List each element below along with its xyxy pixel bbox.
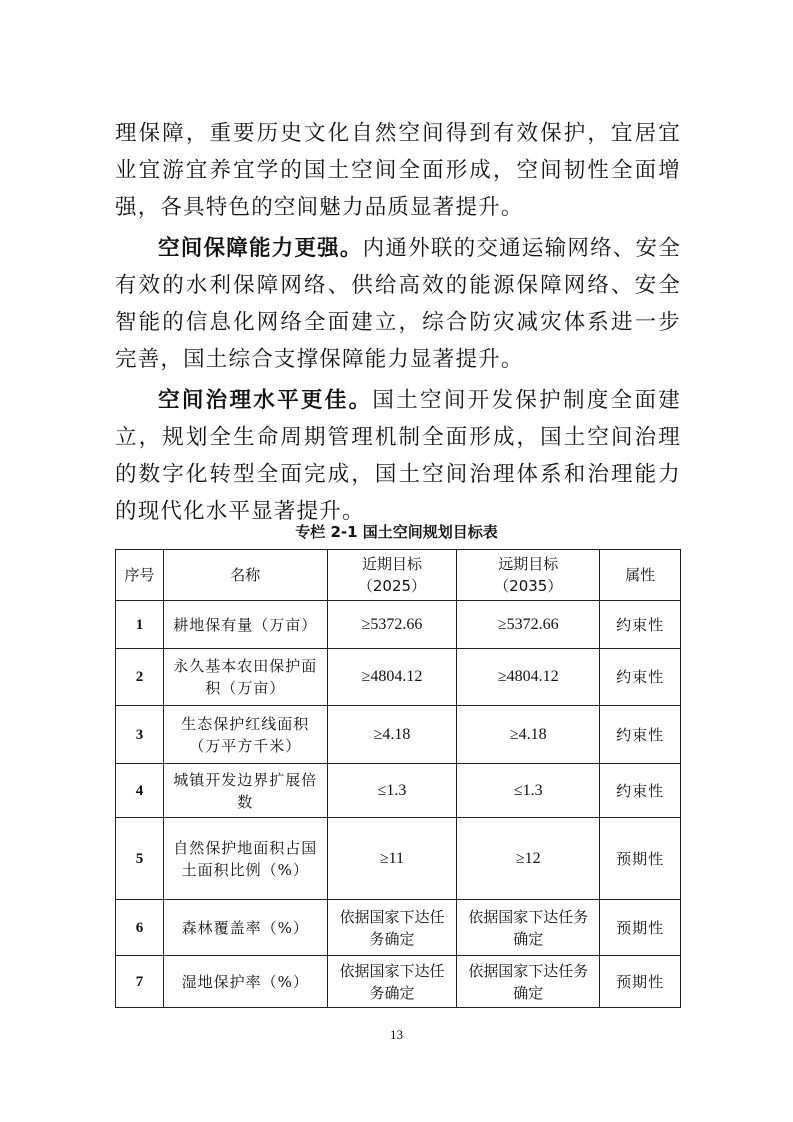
- row-far-value: ≥5372.66: [457, 601, 600, 649]
- row-name: 森林覆盖率（%）: [163, 900, 327, 956]
- row-near-value: 依据国家下达任务确定: [327, 956, 457, 1008]
- body-paragraph-1: 理保障，重要历史文化自然空间得到有效保护，宜居宜业宜游宜养宜学的国土空间全面形成，空间韧性全面增强，各具特色的空间魅力品质显著提升。: [115, 121, 681, 220]
- row-seq: 5: [116, 818, 164, 900]
- paragraph-3-body: 国土空间开发保护制度全面建立，规划全生命周期管理机制全面形成，国土空间治理的数字化转型全面完成，国土空间治理体系和治理能力的现代化水平显著提升。: [115, 388, 681, 524]
- table-row: [116, 900, 681, 956]
- row-far-value: 依据国家下达任务确定: [457, 900, 600, 956]
- row-near-value: ≥5372.66: [327, 601, 457, 649]
- table-row: [116, 764, 681, 818]
- paragraph-3-lead: 空间治理水平更佳。: [158, 388, 373, 413]
- header-name: 名称: [163, 550, 327, 601]
- page-number: 13: [390, 1027, 403, 1042]
- row-name: 城镇开发边界扩展倍数: [163, 764, 327, 818]
- row-near-value: ≤1.3: [327, 764, 457, 818]
- paragraph-2-lead: 空间保障能力更强。: [158, 236, 363, 261]
- row-near-value: 依据国家下达任务确定: [327, 900, 457, 956]
- row-name: 生态保护红线面积（万平方千米）: [163, 706, 327, 764]
- row-far-value: 依据国家下达任务确定: [457, 956, 600, 1008]
- row-seq: 7: [116, 956, 164, 1008]
- row-attribute: 约束性: [600, 649, 681, 706]
- table-row: [116, 649, 681, 706]
- row-attribute: 约束性: [600, 601, 681, 649]
- row-far-value: ≤1.3: [457, 764, 600, 818]
- row-name: 自然保护地面积占国土面积比例（%）: [163, 818, 327, 900]
- row-far-value: ≥12: [457, 818, 600, 900]
- row-attribute: 约束性: [600, 706, 681, 764]
- body-paragraph-2: [115, 230, 681, 378]
- row-attribute: 预期性: [600, 900, 681, 956]
- table-row: [116, 706, 681, 764]
- row-name: 湿地保护率（%）: [163, 956, 327, 1008]
- row-far-value: ≥4804.12: [457, 649, 600, 706]
- row-attribute: 约束性: [600, 764, 681, 818]
- row-attribute: 预期性: [600, 818, 681, 900]
- row-seq: 3: [116, 706, 164, 764]
- row-near-value: ≥4804.12: [327, 649, 457, 706]
- table-caption: 专栏 2-1 国土空间规划目标表: [295, 523, 498, 541]
- row-seq: 4: [116, 764, 164, 818]
- row-seq: 1: [116, 601, 164, 649]
- header-seq: 序号: [116, 550, 164, 601]
- row-near-value: ≥4.18: [327, 706, 457, 764]
- row-seq: 6: [116, 900, 164, 956]
- header-far-target: 远期目标 （2035）: [457, 550, 600, 601]
- row-name: 耕地保有量（万亩）: [163, 601, 327, 649]
- row-far-value: ≥4.18: [457, 706, 600, 764]
- body-paragraph-3: [115, 382, 681, 530]
- planning-targets-table: [115, 549, 681, 1008]
- table-row: [116, 956, 681, 1008]
- paragraph-2-body: 内通外联的交通运输网络、安全有效的水利保障网络、供给高效的能源保障网络、安全智能的信息化网络全面建立，综合防灾减灾体系进一步完善，国土综合支撑保障能力显著提升。: [115, 236, 681, 372]
- row-attribute: 预期性: [600, 956, 681, 1008]
- row-seq: 2: [116, 649, 164, 706]
- table-row: [116, 601, 681, 649]
- table-row: [116, 818, 681, 900]
- header-attribute: 属性: [600, 550, 681, 601]
- header-near-target: 近期目标 （2025）: [327, 550, 457, 601]
- row-near-value: ≥11: [327, 818, 457, 900]
- table-header-row: [116, 550, 681, 601]
- row-name: 永久基本农田保护面积（万亩）: [163, 649, 327, 706]
